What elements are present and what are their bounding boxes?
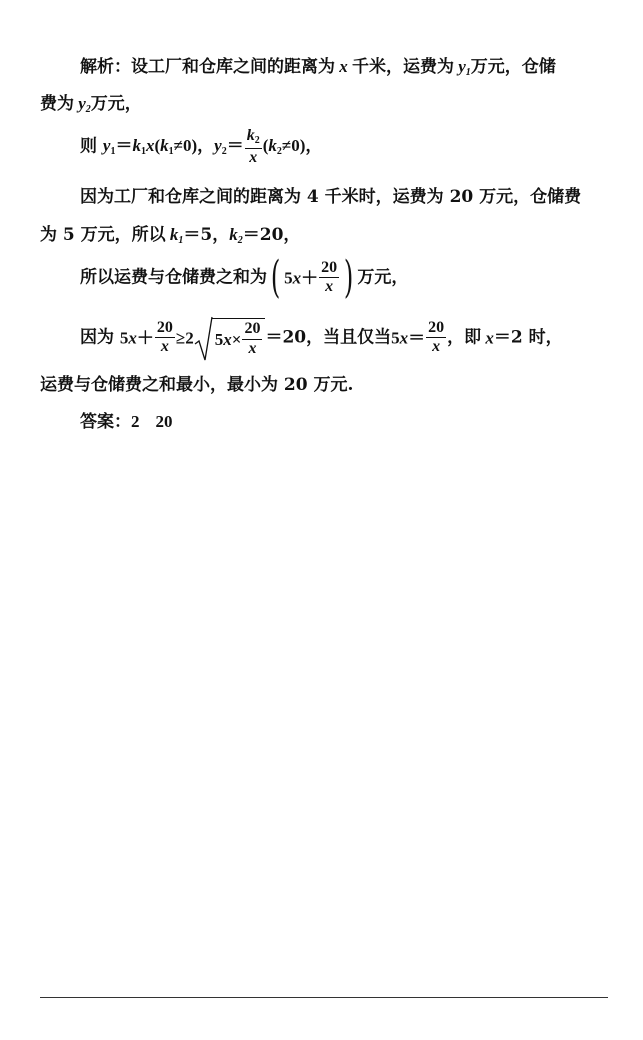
solution-line-formulas: 则 $y_1=k_1x(k_1\ne 0)$，$y_2=$ $\frac{k_2}{x}$ $(k_2\ne 0)$， bbox=[80, 127, 323, 166]
left-paren: ( bbox=[270, 252, 281, 303]
solution-line-4: 为 5 万元，所以 $k_1=5$，$k_2=20$， bbox=[40, 225, 301, 246]
footer-divider bbox=[40, 997, 608, 998]
fraction-k2-over-x: $\frac{k_2}{x}$ bbox=[246, 127, 260, 166]
math-y1: $y_1$ bbox=[454, 57, 471, 78]
math-k1: $k_1$ bbox=[165, 225, 184, 246]
solution-line-5: 所以运费与仓储费之和为( 5x＋ $\frac{20}{x}$ ) 万元， bbox=[80, 252, 409, 303]
answer-value-2: 20 bbox=[155, 412, 173, 431]
right-paren: ) bbox=[344, 252, 354, 303]
fraction-20-over-x: $\frac{20}{x}$ bbox=[321, 258, 338, 296]
math-y2: $y_2$ bbox=[74, 94, 91, 115]
solution-line-6: 因为 5x＋ $\frac{20}{x}$ ≥2 5x× $\frac{20}{x}$ ＝20，当且仅当5x＝ $\frac{20}{x}$ ，即 x＝2 时， bbox=[80, 318, 563, 358]
answer-line bbox=[80, 413, 173, 431]
solution-label: 解析： bbox=[80, 57, 131, 77]
formula-y1: $y_1=k_1x(k_1\ne 0)$，$y_2=$ bbox=[102, 136, 244, 158]
square-root: 5x× $\frac{20}{x}$ bbox=[194, 318, 266, 358]
fraction-20-over-x: $\frac{20}{x}$ bbox=[156, 318, 173, 356]
solution-line-7: 运费与仓储费之和最小，最小为 20 万元. bbox=[40, 375, 354, 395]
math-k2: $k_2$ bbox=[229, 225, 243, 246]
answer-value-1: 2 bbox=[131, 412, 140, 431]
answer-label: 答案： bbox=[80, 412, 131, 432]
math-x: x bbox=[335, 57, 352, 76]
solution-line-1: 解析：设工厂和仓库之间的距离为 x 千米，运费为 $y_1$万元，仓储 bbox=[80, 57, 556, 78]
solution-line-2: 费为 $y_2$万元， bbox=[40, 94, 142, 115]
solution-line-3: 因为工厂和仓库之间的距离为 4 千米时，运费为 20 万元，仓储费 bbox=[80, 187, 582, 207]
fraction-20-over-x: $\frac{20}{x}$ bbox=[428, 318, 445, 356]
text: 设工厂和仓库之间的距离为 bbox=[131, 57, 335, 77]
